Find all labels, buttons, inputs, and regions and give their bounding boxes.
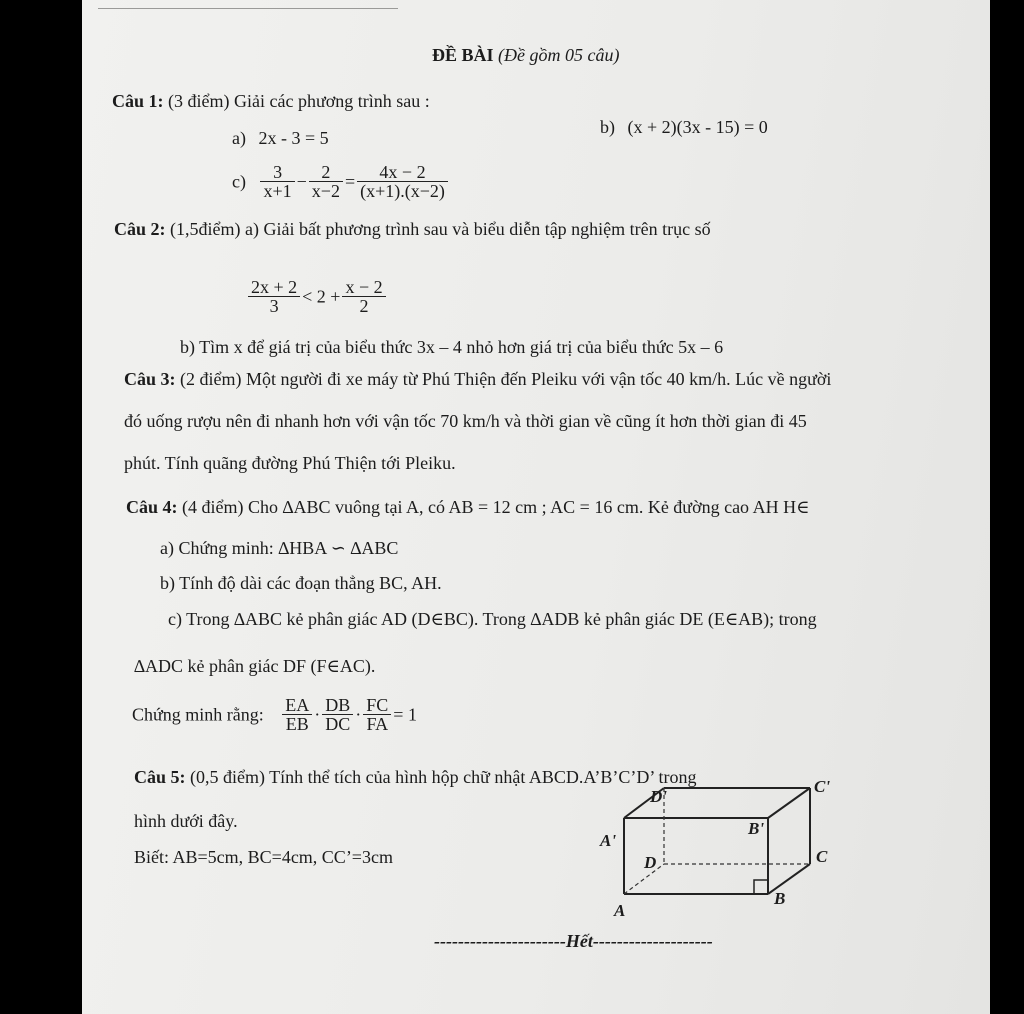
q3-line-1 (124, 368, 990, 390)
exam-paper (82, 0, 990, 1014)
q1-a-equation: 2x - 3 = 5 (258, 128, 329, 148)
q5-line-3: Biết: AB=5cm, BC=4cm, CC’=3cm (134, 847, 393, 867)
fraction-denominator: x−2 (311, 181, 340, 201)
fraction-denominator: (x+1).(x−2) (360, 181, 445, 201)
q2-fraction-2 (342, 278, 385, 315)
q3-line-2: đó uống rượu nên đi nhanh hơn với vận tốc 70 km/h và thời gian về cũng ít hơn thời gian đi 45 (124, 411, 807, 431)
q4-heading (126, 496, 990, 518)
cuboid-figure (582, 776, 862, 926)
exam-title-note: (Đề gồm 05 câu) (498, 45, 620, 65)
label-b: B (774, 889, 786, 908)
fraction-numerator: 2x + 2 (248, 278, 300, 297)
end-marker: ----------------------Hết-------------------- (434, 931, 713, 951)
q5-label: Câu 5: (134, 767, 186, 787)
q2-inequality-middle: < 2 + (302, 286, 341, 307)
q1-b-equation: (x + 2)(3x - 15) = 0 (627, 117, 768, 137)
label-c1: C' (814, 777, 831, 796)
q5-line-2: hình dưới đây. (134, 811, 238, 831)
fraction-numerator: FC (363, 696, 391, 715)
fraction-numerator: 4x − 2 (357, 163, 448, 182)
q5-text-1: (0,5 điểm) Tính thể tích của hình hộp chữ nhật ABCD.A’B’C’D’ trong (190, 767, 697, 787)
q1-intro: (3 điểm) Giải các phương trình sau : (168, 91, 430, 111)
label-a: A (614, 901, 626, 920)
fraction-numerator: 3 (260, 163, 294, 182)
label-d: D (644, 853, 657, 872)
q1-c-fraction-3 (357, 163, 448, 200)
fraction-numerator: 2 (309, 163, 343, 182)
label-d1: D' (650, 787, 667, 806)
q1-part-b (600, 116, 768, 138)
header-rule (98, 8, 398, 9)
q1-c-minus: − (296, 171, 307, 192)
right-angle-mark (754, 880, 768, 894)
q1-label: Câu 1: (112, 91, 164, 111)
q4-fraction-db-dc (322, 696, 353, 733)
q4-equals-one: = 1 (393, 704, 417, 725)
q4-part-b: b) Tính độ dài các đoạn thẳng BC, AH. (160, 573, 442, 593)
q4-prove-label: Chứng minh rằng: (132, 704, 264, 725)
label-a1: A' (600, 831, 617, 850)
q2-fraction-1 (248, 278, 300, 315)
fraction-numerator: DB (322, 696, 353, 715)
q2-inequality (246, 278, 388, 315)
fraction-denominator: 2 (359, 296, 369, 316)
q3-line-3: phút. Tính quãng đường Phú Thiện tới Pleiku. (124, 453, 456, 473)
exam-title (432, 44, 619, 66)
exam-title-main: ĐỀ BÀI (432, 45, 494, 65)
fraction-numerator: EA (282, 696, 312, 715)
q1-part-a (232, 127, 329, 149)
q1-heading (112, 90, 430, 112)
fraction-numerator: x − 2 (342, 278, 385, 297)
q3-text-1: (2 điểm) Một người đi xe máy từ Phú Thiện đến Pleiku với vận tốc 40 km/h. Lúc về người (180, 369, 832, 389)
q4-dot-1: · (314, 704, 321, 725)
q1-c-equals: = (344, 171, 356, 192)
q4-part-a: a) Chứng minh: ∆HBA ∽ ∆ABC (160, 538, 399, 558)
label-b1: B' (748, 819, 765, 838)
fraction-denominator: FA (366, 714, 389, 734)
q4-intro: (4 điểm) Cho ∆ABC vuông tại A, có AB = 12 cm ; AC = 16 cm. Kẻ đường cao AH H∈ (182, 497, 810, 517)
q4-dot-2: · (355, 704, 362, 725)
edge-b1c1 (768, 788, 810, 818)
q4-fraction-ea-eb (282, 696, 312, 733)
q3-label: Câu 3: (124, 369, 176, 389)
q4-part-c-line-1: c) Trong ∆ABC kẻ phân giác AD (D∈BC). Trong ∆ADB kẻ phân giác DE (E∈AB); trong (168, 609, 817, 629)
q1-part-c (232, 163, 450, 200)
q2-heading (114, 218, 711, 240)
q1-c-fraction-1 (260, 163, 294, 200)
fraction-denominator: 3 (269, 296, 279, 316)
q4-fraction-fc-fa (363, 696, 391, 733)
q2-part-b: b) Tìm x để giá trị của biểu thức 3x – 4 nhỏ hơn giá trị của biểu thức 5x – 6 (180, 337, 724, 357)
q4-part-c-line-2: ∆ADC kẻ phân giác DF (F∈AC). (134, 656, 376, 676)
q2-label: Câu 2: (114, 219, 166, 239)
q1-a-label: a) (232, 128, 246, 148)
q1-b-label: b) (600, 117, 615, 137)
q1-c-label: c) (232, 171, 246, 192)
q1-c-fraction-2 (309, 163, 343, 200)
fraction-denominator: EB (285, 714, 309, 734)
fraction-denominator: DC (325, 714, 351, 734)
fraction-denominator: x+1 (263, 181, 292, 201)
label-c: C (816, 847, 828, 866)
q2-intro: (1,5điểm) a) Giải bất phương trình sau và biểu diễn tập nghiệm trên trục số (170, 219, 711, 239)
q4-prove (132, 696, 417, 733)
q4-label: Câu 4: (126, 497, 178, 517)
